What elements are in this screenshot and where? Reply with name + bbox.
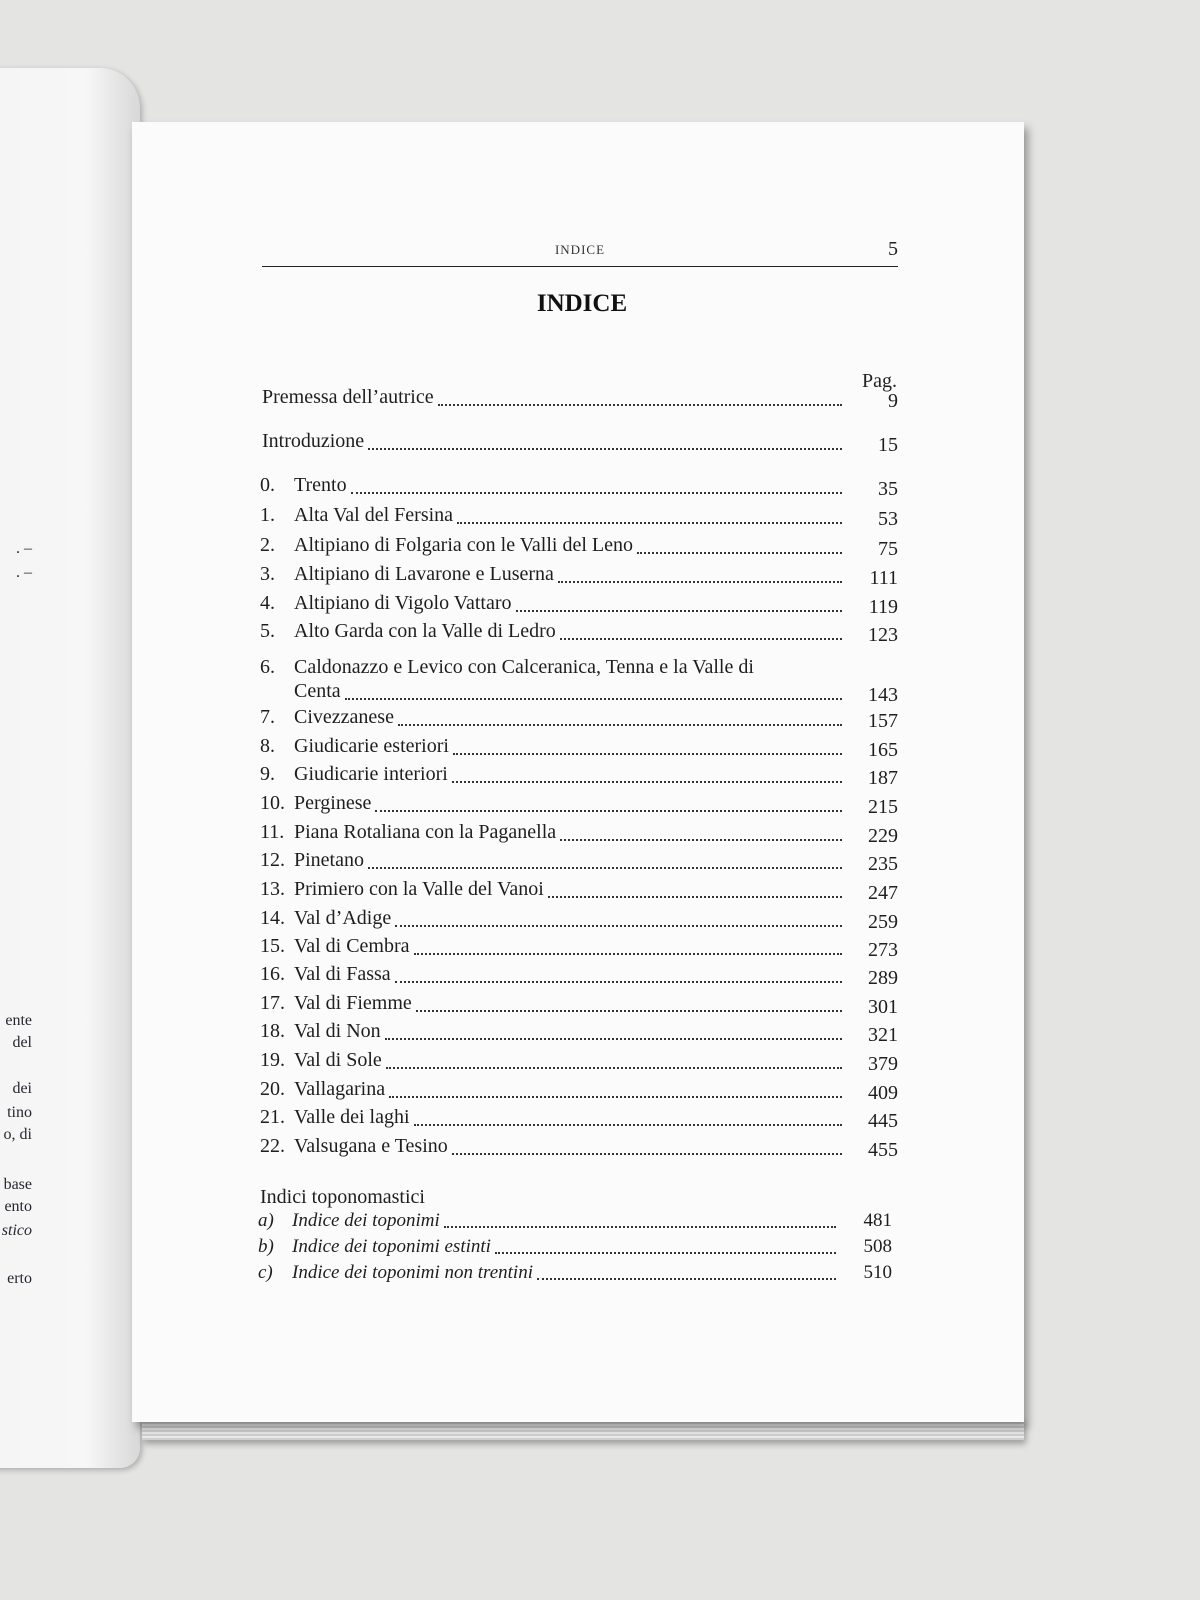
toc-entry-title: Val di Fassa [294, 963, 391, 985]
toc-entry [262, 1020, 898, 1048]
toc-entry [262, 620, 898, 648]
left-page-fragment: dei [12, 1080, 32, 1097]
toc-entry-number: 14. [260, 907, 285, 929]
indice-item [260, 1262, 892, 1288]
toc-entry-page: 75 [878, 538, 898, 560]
toc-entry-page: 379 [868, 1053, 898, 1075]
toc-entry-title: Caldonazzo e Levico con Calceranica, Tenna e la Valle di [294, 656, 754, 678]
toc-entry-title: Val di Non [294, 1020, 381, 1042]
toc-entry-title: Val di Fiemme [294, 992, 412, 1014]
toc-entry [262, 935, 898, 963]
leader-dots [452, 775, 842, 783]
toc-entry [262, 963, 898, 991]
toc-entry-number: 7. [260, 706, 275, 728]
toc-entry-page: 9 [888, 390, 898, 412]
toc-entry [262, 430, 898, 458]
leader-dots [414, 947, 842, 955]
leader-dots [560, 833, 842, 841]
left-page-fragment: del [12, 1034, 32, 1051]
toc-entry [262, 656, 898, 708]
indice-item [260, 1236, 892, 1262]
left-page-fragment: ento [4, 1198, 32, 1215]
left-page [0, 68, 140, 1468]
toc-entry [262, 1135, 898, 1163]
toc-entry-page: 455 [868, 1139, 898, 1161]
leader-dots [375, 804, 842, 812]
toc-entry-number: 21. [260, 1106, 285, 1128]
toc-entry-title: Valsugana e Tesino [294, 1135, 448, 1157]
toc-entry-title: Altipiano di Folgaria con le Valli del Leno [294, 534, 634, 556]
toc-entry-number: 6. [260, 656, 275, 678]
toc-entry-page: 229 [868, 825, 898, 847]
toc-entry-number: 9. [260, 763, 275, 785]
leader-dots [560, 632, 842, 640]
toc-entry-number: 2. [260, 534, 275, 556]
left-page-fragment: erto [7, 1270, 32, 1287]
indice-item-label: b) [258, 1236, 274, 1257]
toc-entry-number: 3. [260, 563, 275, 585]
toc-entry-page: 259 [868, 911, 898, 933]
toc-entry [262, 1049, 898, 1077]
toc-entry-page: 53 [878, 508, 898, 530]
indice-item-page: 510 [863, 1262, 892, 1283]
toc-entry-title: Alto Garda con la Valle di Ledro [294, 620, 556, 642]
toc-entry-title-continued: Centa [294, 680, 341, 702]
leader-dots [453, 747, 842, 755]
leader-dots [368, 442, 842, 450]
toc-entry-page: 111 [869, 567, 898, 589]
left-page-fragment: base [3, 1176, 32, 1193]
toc-entry-page: 321 [868, 1024, 898, 1046]
toc-entry-number: 19. [260, 1049, 285, 1071]
toc-entry [262, 563, 898, 591]
left-page-fragment: tino [7, 1104, 32, 1121]
toc-entry-number: 4. [260, 592, 275, 614]
toc-entry-page: 165 [868, 739, 898, 761]
left-page-fragment: . – [16, 540, 32, 557]
toc-entry [262, 706, 898, 734]
toc-entry [262, 849, 898, 877]
leader-dots [345, 692, 842, 700]
toc-entry-number: 16. [260, 963, 285, 985]
toc-entry-number: 11. [260, 821, 285, 843]
toc-entry-title: Giudicarie esteriori [294, 735, 449, 757]
toc-entry [262, 1078, 898, 1106]
toc-entry-title: Val di Cembra [294, 935, 410, 957]
toc-entry-page: 301 [868, 996, 898, 1018]
toc-entry [262, 534, 898, 562]
toc-entry-title: Vallagarina [294, 1078, 386, 1100]
toc-entry-page: 409 [868, 1082, 898, 1104]
left-page-fragment: ente [5, 1012, 32, 1029]
indice-item-page: 481 [863, 1210, 892, 1231]
toc-entry-page: 187 [868, 767, 898, 789]
indice-item-page: 508 [863, 1236, 892, 1257]
leader-dots [548, 890, 842, 898]
toc-entry-title: Introduzione [262, 430, 365, 452]
indice-item-label: c) [258, 1262, 273, 1283]
leader-dots [398, 718, 842, 726]
toc-entry [262, 735, 898, 763]
left-page-fragment: stico [1, 1222, 32, 1239]
toc-entry [262, 592, 898, 620]
toc-entry-number: 20. [260, 1078, 285, 1100]
running-head [262, 238, 898, 267]
toc-entry-page: 445 [868, 1110, 898, 1132]
toc-entry-title: Pinetano [294, 849, 364, 871]
leader-dots [637, 546, 842, 554]
toc-entry [262, 1106, 898, 1134]
toc-entry [262, 878, 898, 906]
toc-entry-title: Altipiano di Lavarone e Luserna [294, 563, 554, 585]
leader-dots [452, 1147, 842, 1155]
toc-entry-page: 215 [868, 796, 898, 818]
toc-entry-page: 143 [868, 684, 898, 706]
toc-entry [262, 992, 898, 1020]
leader-dots [444, 1220, 836, 1228]
toc-entry-number: 18. [260, 1020, 285, 1042]
leader-dots [389, 1090, 842, 1098]
toc-entry [262, 763, 898, 791]
page-title: INDICE [536, 290, 628, 317]
toc-entry [262, 504, 898, 532]
toc-entry [262, 386, 898, 414]
toc-entry-title: Val d’Adige [294, 907, 392, 929]
toc-entry-page: 15 [878, 434, 898, 456]
indice-item-label: a) [258, 1210, 274, 1231]
toc-entry-number: 12. [260, 849, 285, 871]
leader-dots [386, 1061, 842, 1069]
leader-dots [395, 919, 842, 927]
leader-dots [416, 1004, 842, 1012]
toc-entry-title: Trento [294, 474, 347, 496]
toc-entry-title: Val di Sole [294, 1049, 382, 1071]
leader-dots [558, 575, 842, 583]
running-head-title: INDICE [554, 242, 606, 257]
toc-entry-title: Civezzanese [294, 706, 394, 728]
indice-item [260, 1210, 892, 1236]
toc-entry-page: 119 [868, 596, 898, 618]
toc-entry-title: Piana Rotaliana con la Paganella [294, 821, 557, 843]
toc-entry-page: 289 [868, 967, 898, 989]
indice-item-title: Indice dei toponimi non trentini [292, 1262, 533, 1283]
toc-entry-title: Alta Val del Fersina [294, 504, 454, 526]
toc-entry-number: 5. [260, 620, 275, 642]
indice-item-title: Indice dei toponimi [292, 1210, 440, 1231]
toc-entry-page: 235 [868, 853, 898, 875]
left-page-fragment: o, di [3, 1126, 32, 1143]
leader-dots [414, 1118, 842, 1126]
leader-dots [457, 516, 842, 524]
indice-item-title: Indice dei toponimi estinti [292, 1236, 491, 1257]
toc-entry-number: 0. [260, 474, 275, 496]
toc-entry-title: Valle dei laghi [294, 1106, 410, 1128]
toc-entry [262, 821, 898, 849]
toc-entry-page: 247 [868, 882, 898, 904]
toc-entry-number: 22. [260, 1135, 285, 1157]
page-number: 5 [888, 238, 898, 260]
toc-entry-title: Perginese [294, 792, 372, 814]
toc-entry-title: Primiero con la Valle del Vanoi [294, 878, 544, 900]
toc-entry-number: 17. [260, 992, 285, 1014]
toc-entry-page: 123 [868, 624, 898, 646]
leader-dots [385, 1032, 842, 1040]
toc-entry-page: 273 [868, 939, 898, 961]
pag-column-label: Pag. [862, 370, 897, 392]
toc-entry [262, 792, 898, 820]
leader-dots [438, 398, 842, 406]
toc-entry-number: 10. [260, 792, 285, 814]
left-page-fragment: . – [16, 564, 32, 581]
toc-entry-number: 8. [260, 735, 275, 757]
leader-dots [368, 861, 842, 869]
toc-entry [262, 907, 898, 935]
leader-dots [516, 604, 842, 612]
toc-entry-page: 157 [868, 710, 898, 732]
leader-dots [495, 1246, 836, 1254]
leader-dots [351, 486, 842, 494]
toc-entry-title: Altipiano di Vigolo Vattaro [294, 592, 512, 614]
toc-entry-number: 1. [260, 504, 275, 526]
toc-entry-number: 15. [260, 935, 285, 957]
toc-entry-title: Giudicarie interiori [294, 763, 448, 785]
toc-entry-number: 13. [260, 878, 285, 900]
toc-entry-page: 35 [878, 478, 898, 500]
leader-dots [395, 975, 842, 983]
toc-entry-title: Premessa dell’autrice [262, 386, 434, 408]
toc-entry [262, 474, 898, 502]
leader-dots [537, 1272, 836, 1280]
